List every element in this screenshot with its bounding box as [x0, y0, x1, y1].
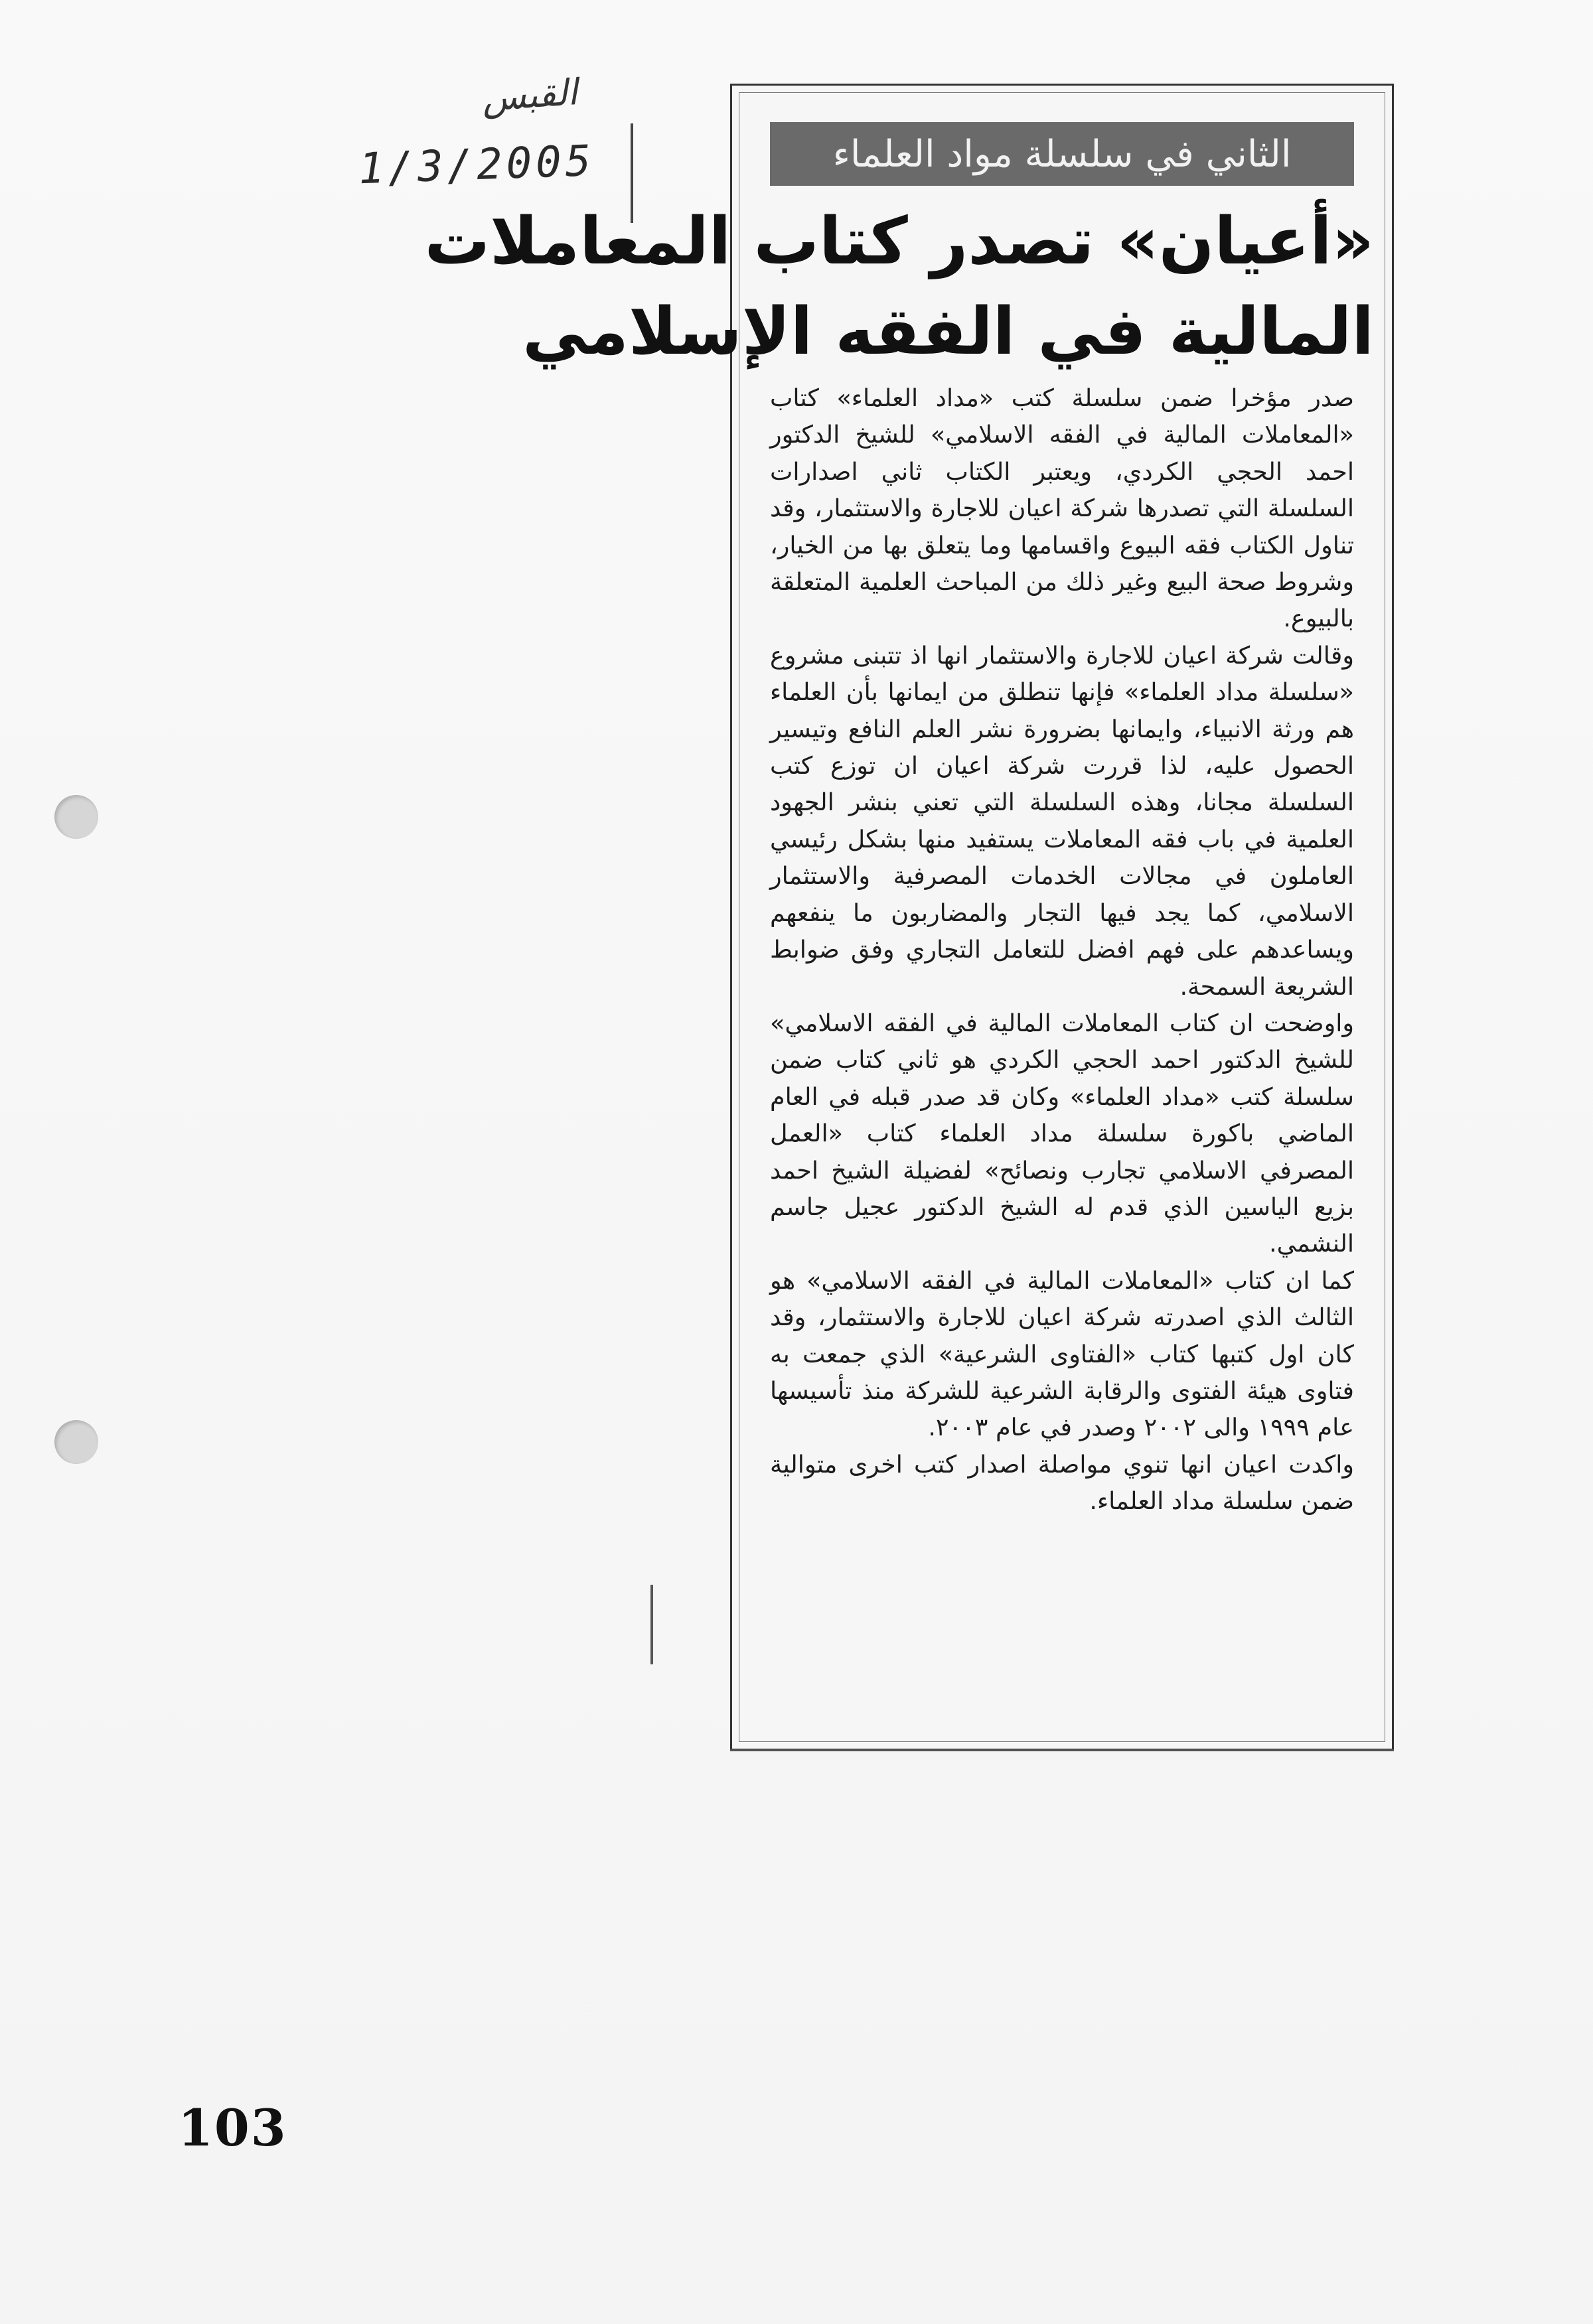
- article-body: [770, 380, 1354, 1520]
- article-kicker: [770, 122, 1354, 186]
- headline-line: المالية في الفقه الإسلامي: [522, 294, 1374, 370]
- article-paragraph: كما ان كتاب «المعاملات المالية في الفقه الاسلامي» هو الثالث الذي اصدرته شركة اعيان للاجارة والاستثمار، وقد كان اول كتبها كتاب «الفتاوى الشرعية» الذي جمعت به فتاوى هيئة الفتوى والرقابة الشرعية للشركة منذ تأسيسها عام ١٩٩٩ والى ٢٠٠٢ وصدر في عام ٢٠٠٣.: [770, 1266, 1354, 1442]
- margin-mark: [650, 1585, 653, 1664]
- clipping-bottom-rule: [730, 1749, 1394, 1751]
- kicker-text: الثاني في سلسلة مواد العلماء: [832, 132, 1292, 176]
- article-paragraph: واكدت اعيان انها تنوي مواصلة اصدار كتب اخرى متوالية ضمن سلسلة مداد العلماء.: [770, 1449, 1354, 1516]
- headline-line: «أعيان» تصدر كتاب المعاملات: [424, 204, 1374, 279]
- article-headline: [424, 196, 1374, 377]
- article-paragraph: وقالت شركة اعيان للاجارة والاستثمار انها اذ تتبنى مشروع «سلسلة مداد العلماء» فإنها تنطلق من ايمانها بأن العلماء هم ورثة الانبياء، وايمانها بضرورة نشر العلم النافع وتيسير الحصول عليه، لذا قررت شركة اعيان ان توزع كتب السلسلة مجانا، وهذه السلسلة التي تعني بنشر الجهود العلمية في باب فقه المعاملات يستفيد منها بشكل رئيسي العاملون في مجالات الخدمات المصرفية والاستثمار الاسلامي، كما يجد فيها التجار والمضاربون ما ينفعهم ويساعدهم على فهم افضل للتعامل التجاري وفق ضوابط الشريعة السمحة.: [770, 640, 1354, 1001]
- article-paragraph: صدر مؤخرا ضمن سلسلة كتب «مداد العلماء» كتاب «المعاملات المالية في الفقه الاسلامي» للشيخ الدكتور احمد الحجي الكردي، ويعتبر الكتاب ثاني اصدارات السلسلة التي تصدرها شركة اعيان للاجارة والاستثمار، وقد تناول الكتاب فقه البيوع واقسامها وما يتعلق بها من الخيار، وشروط صحة البيع وغير ذلك من المباحث العلمية المتعلقة بالبيوع.: [770, 384, 1354, 633]
- page-number: 103: [178, 2098, 287, 2157]
- article-paragraph: واوضحت ان كتاب المعاملات المالية في الفقه الاسلامي» للشيخ الدكتور احمد الحجي الكردي هو ثاني كتاب ضمن سلسلة كتب «مداد العلماء» وكان قد صدر قبله في العام الماضي باكورة سلسلة مداد العلماء كتاب «العمل المصرفي الاسلامي تجارب ونصائح» لفضيلة الشيخ احمد بزيع الياسين الذي قدم له الشيخ الدكتور عجيل جاسم النشمي.: [770, 1008, 1354, 1258]
- handwritten-date: 1/3/2005: [357, 136, 596, 194]
- punch-hole-icon: [54, 1420, 98, 1464]
- handwritten-source: القبس: [480, 71, 579, 119]
- punch-hole-icon: [54, 795, 98, 839]
